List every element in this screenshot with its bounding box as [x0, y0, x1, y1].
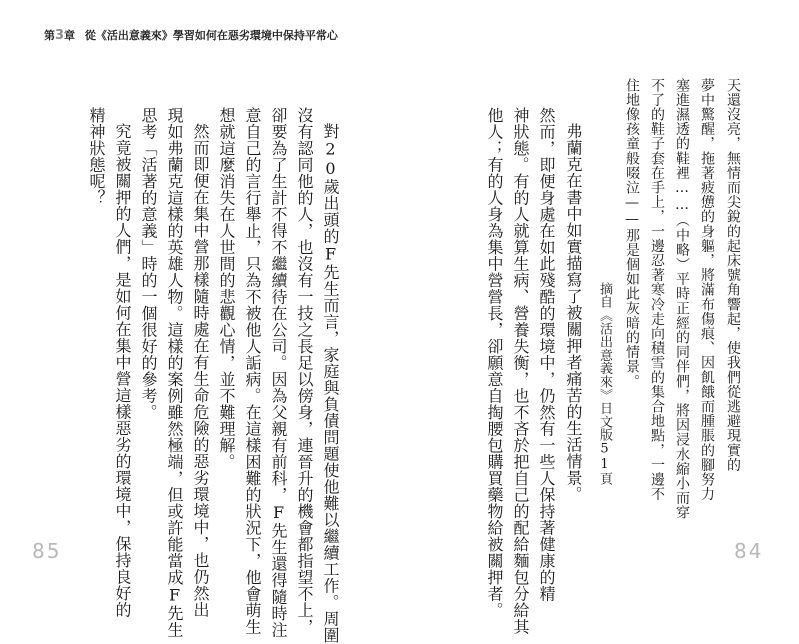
- chapter-prefix: 第: [44, 29, 55, 42]
- chapter-title: 從《活出意義來》學習如何在惡劣環境中保持平常心: [84, 29, 338, 42]
- page-number-right: 84: [734, 539, 764, 563]
- running-header: [44, 27, 338, 43]
- body-line-l1: 對20歲出頭的F先生而言，家庭與負債問題使他難以繼續工作。周圍: [321, 123, 340, 644]
- chapter-number: 3: [55, 28, 65, 43]
- quote-line-1: 天還沒亮，無情而尖銳的起床號角響起，使我們從逃避現實的: [725, 78, 741, 473]
- body-line-l5: 想就這麼消失在人世間的悲觀心情，並不難理解。: [217, 107, 236, 470]
- body-line-l10: 精神狀態呢？: [87, 107, 106, 206]
- body-line-l6: 然而即便在集中營那樣隨時處在有生命危險的惡劣環境中，也仍然出: [191, 123, 210, 618]
- body-line-r3: 神狀態。有的人就算生病、營養失衡，也不吝於把自己的配給麵包分給其: [511, 107, 530, 635]
- body-line-r4: 他人；有的人身為集中營營長，卻願意自掏腰包購買藥物給被關押者。: [485, 107, 504, 619]
- quote-line-3: 塞進濕透的鞋裡……（中略）平時正經的同伴們，將因浸水縮小而穿: [674, 78, 690, 520]
- quote-source: 摘自《活出意義來》日文版51頁: [597, 282, 612, 486]
- chapter-suffix: 章: [64, 29, 76, 42]
- body-line-l2: 沒有認同他的人，也沒有一技之長足以傍身，連晉升的機會都指望不上，: [295, 107, 314, 635]
- body-line-l3: 卻要為了生計不得不繼續待在公司。因為父親有前科，F先生還得隨時注: [269, 107, 288, 638]
- page-number-left: 85: [32, 539, 62, 563]
- quote-line-2: 夢中驚醒，拖著疲憊的身軀，將滿布傷痕、因飢餓而腫脹的腳努力: [699, 78, 715, 502]
- body-line-l8: 思考「活著的意義」時的一個很好的參考。: [139, 107, 158, 421]
- quote-line-5: 住地像孩童般啜泣——那是個如此灰暗的情景。: [624, 78, 640, 389]
- body-line-l9: 究竟被關押的人們，是如何在集中營這樣惡劣的環境中，保持良好的: [113, 123, 132, 618]
- body-line-r1: 弗蘭克在書中如實描寫了被關押者痛苦的生活情景。: [564, 123, 583, 503]
- body-line-l7: 現如弗蘭克這樣的英雄人物。這樣的案例雖然極端，但或許能當成F先生: [165, 107, 184, 638]
- quote-line-4: 不了的鞋子套在手上，一邊忍著寒冷走向積雪的集合地點，一邊不: [649, 78, 665, 502]
- body-line-l4: 意自己的言行舉止，只為不被他人詬病。在這樣困難的狀況下，他會萌生: [243, 107, 262, 635]
- body-line-r2: 然而，即便身處在如此殘酷的環境中，仍然有一些人保持著健康的精: [537, 107, 556, 602]
